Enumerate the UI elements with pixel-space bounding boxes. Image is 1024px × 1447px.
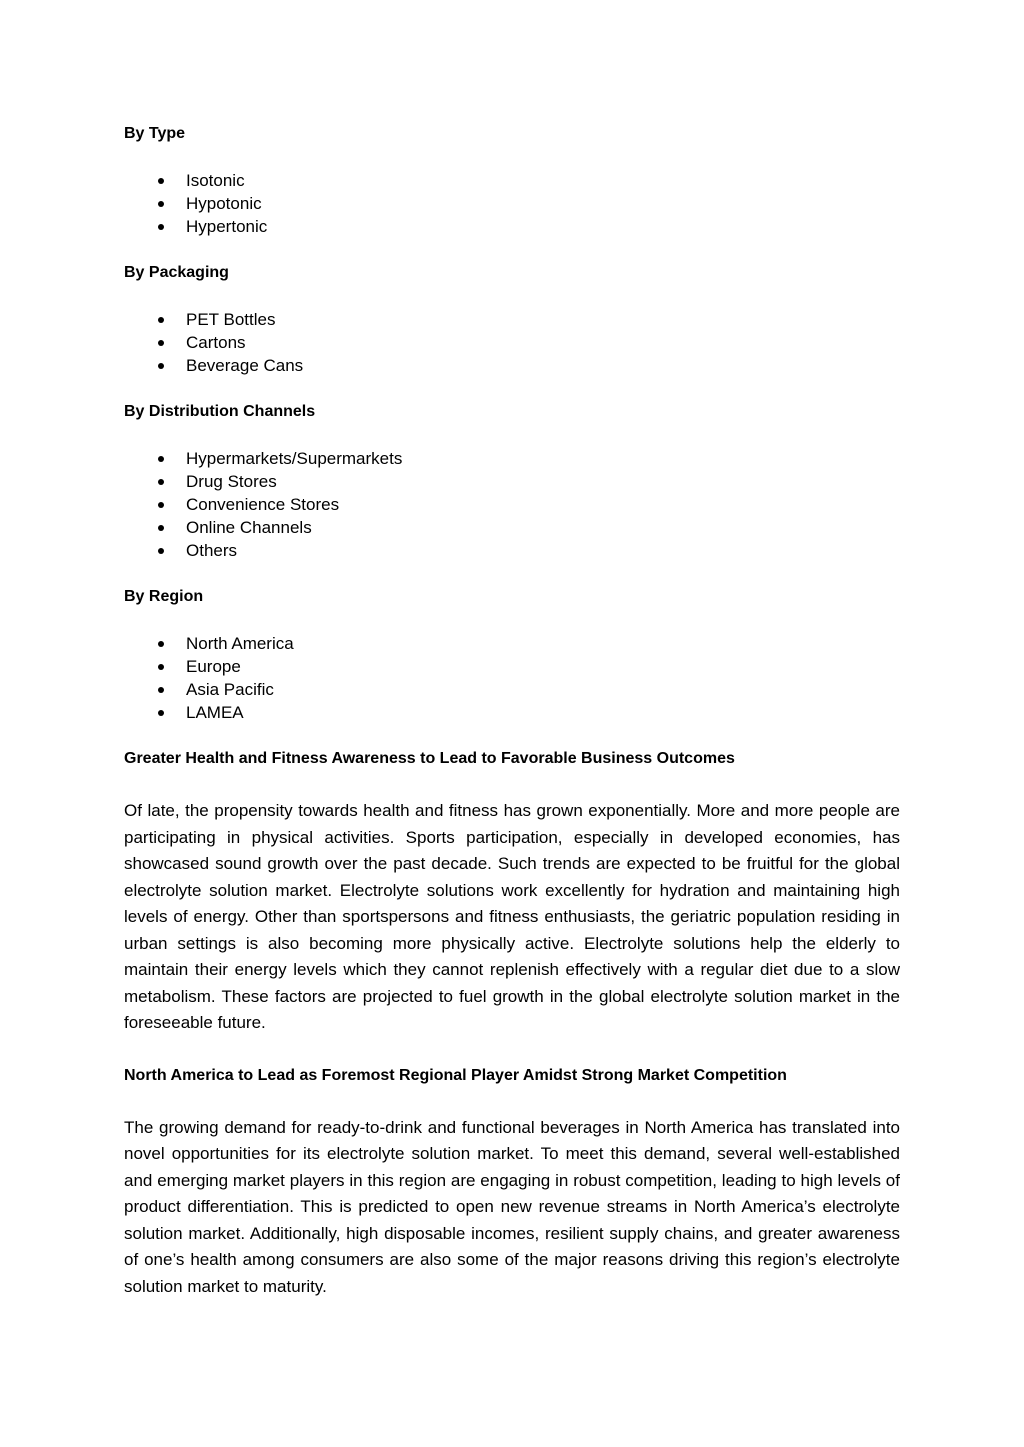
article-health-fitness xyxy=(124,746,900,1037)
section-heading: By Distribution Channels xyxy=(124,403,316,420)
section-heading: By Region xyxy=(124,588,204,605)
article-north-america xyxy=(124,1063,900,1301)
bullet-icon xyxy=(158,178,164,184)
list-item: Europe xyxy=(124,655,900,678)
list-item: Convenience Stores xyxy=(124,493,900,516)
bullet-icon xyxy=(158,363,164,369)
bullet-icon xyxy=(158,340,164,346)
article-body: Of late, the propensity towards health and fitness has grown exponentially. More and more people are participating in physical activities. Sports participation, especially in developed economies, has showcased sound growth over the past decade. Such trends are expected to be fruitful for the global electrolyte solution market. Electrolyte solutions work excellently for hydration and maintaining high levels of energy. Other than sportspersons and fitness enthusiasts, the geriatric population residing in urban settings is also becoming more physically active. Electrolyte solutions help the elderly to maintain their energy levels which they cannot replenish effectively with a regular diet due to a slow metabolism. These factors are projected to fuel growth in the global electrolyte solution market in the foreseeable future. xyxy=(124,801,900,1032)
bullet-icon xyxy=(158,456,164,462)
section-by-packaging xyxy=(124,260,900,377)
bullet-icon xyxy=(158,641,164,647)
section-heading: By Type xyxy=(124,125,186,142)
list-item: Beverage Cans xyxy=(124,354,900,377)
list-item: Hypotonic xyxy=(124,192,900,215)
list-item: Drug Stores xyxy=(124,470,900,493)
list-item: Asia Pacific xyxy=(124,678,900,701)
bullet-icon xyxy=(158,201,164,207)
list-item: Others xyxy=(124,539,900,562)
bullet-icon xyxy=(158,224,164,230)
list-item: Hypermarkets/Supermarkets xyxy=(124,447,900,470)
bullet-icon xyxy=(158,687,164,693)
section-by-type xyxy=(124,121,900,238)
bullet-list xyxy=(124,308,900,377)
list-item: Online Channels xyxy=(124,516,900,539)
section-by-distribution-channels xyxy=(124,399,900,562)
bullet-icon xyxy=(158,502,164,508)
list-item: North America xyxy=(124,632,900,655)
bullet-icon xyxy=(158,548,164,554)
article-body: The growing demand for ready-to-drink and functional beverages in North America has translated into novel opportunities for its electrolyte solution market. To meet this demand, several well-established and emerging market players in this region are engaging in robust competition, leading to high levels of product differentiation. This is predicted to open new revenue streams in North America’s electrolyte solution market. Additionally, high disposable incomes, resilient supply chains, and greater awareness of one’s health among consumers are also some of the major reasons driving this region’s electrolyte solution market to maturity. xyxy=(124,1117,900,1296)
bullet-list xyxy=(124,632,900,724)
section-by-region xyxy=(124,584,900,724)
list-item: Isotonic xyxy=(124,169,900,192)
document-page xyxy=(124,121,900,1300)
list-item: LAMEA xyxy=(124,701,900,724)
bullet-list xyxy=(124,169,900,238)
article-heading: North America to Lead as Foremost Regional Player Amidst Strong Market Competition xyxy=(124,1066,787,1084)
list-item: PET Bottles xyxy=(124,308,900,331)
bullet-icon xyxy=(158,479,164,485)
bullet-list xyxy=(124,447,900,562)
section-heading: By Packaging xyxy=(124,264,229,281)
article-heading: Greater Health and Fitness Awareness to Lead to Favorable Business Outcomes xyxy=(124,750,735,767)
bullet-icon xyxy=(158,710,164,716)
bullet-icon xyxy=(158,664,164,670)
list-item: Hypertonic xyxy=(124,215,900,238)
bullet-icon xyxy=(158,525,164,531)
list-item: Cartons xyxy=(124,331,900,354)
bullet-icon xyxy=(158,317,164,323)
